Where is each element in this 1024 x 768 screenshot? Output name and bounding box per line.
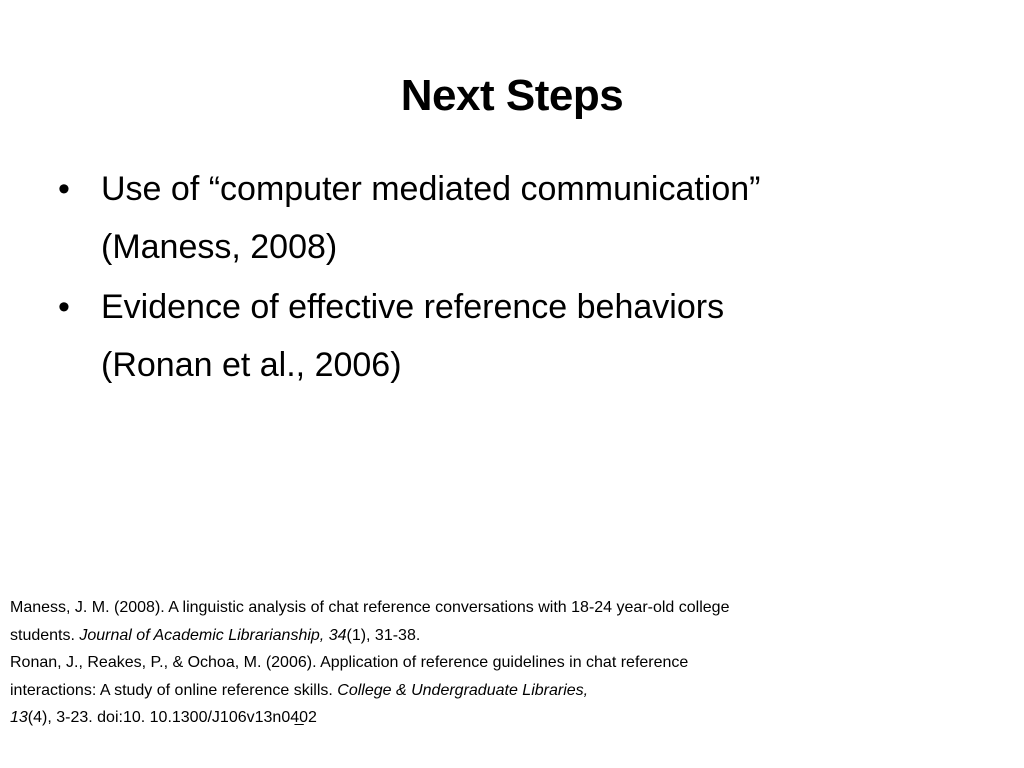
reference-text: students. (10, 626, 80, 644)
reference-line (10, 704, 1010, 732)
reference-journal: Journal of Academic Librarianship, 34 (79, 626, 347, 644)
reference-text: (4), 3-23. doi:10. 10.1300/J106v13n04̲02 (27, 709, 317, 726)
bullet-dot-icon: • (58, 288, 70, 326)
bullet-text-line: Use of “computer mediated communication” (101, 170, 761, 208)
reference-line: Ronan, J., Reakes, P., & Ochoa, M. (2006). Application of reference guidelines in chat reference (10, 654, 689, 671)
bullet-text-line: Evidence of effective reference behaviors (101, 288, 725, 326)
reference-volume: 13 (10, 709, 28, 726)
bullet-list (58, 160, 958, 396)
bullet-text-line: (Maness, 2008) (101, 228, 338, 266)
reference-text: interactions: A study of online reference skills. (10, 681, 338, 699)
reference-journal: College & Undergraduate Libraries, (337, 681, 589, 699)
reference-text: (1), 31-38. (346, 626, 421, 644)
reference-entry (10, 649, 1010, 732)
reference-line (10, 622, 1010, 650)
reference-entry (10, 594, 1010, 649)
bullet-text-line: (Ronan et al., 2006) (101, 346, 402, 384)
bullet-dot-icon: • (58, 170, 70, 208)
bullet-item (58, 278, 958, 394)
reference-line: Maness, J. M. (2008). A linguistic analysis of chat reference conversations with 18-24 year-old college (10, 599, 730, 616)
reference-line (10, 677, 1010, 705)
slide-title: Next Steps (400, 71, 624, 120)
references (10, 594, 1010, 732)
bullet-item (58, 160, 958, 276)
